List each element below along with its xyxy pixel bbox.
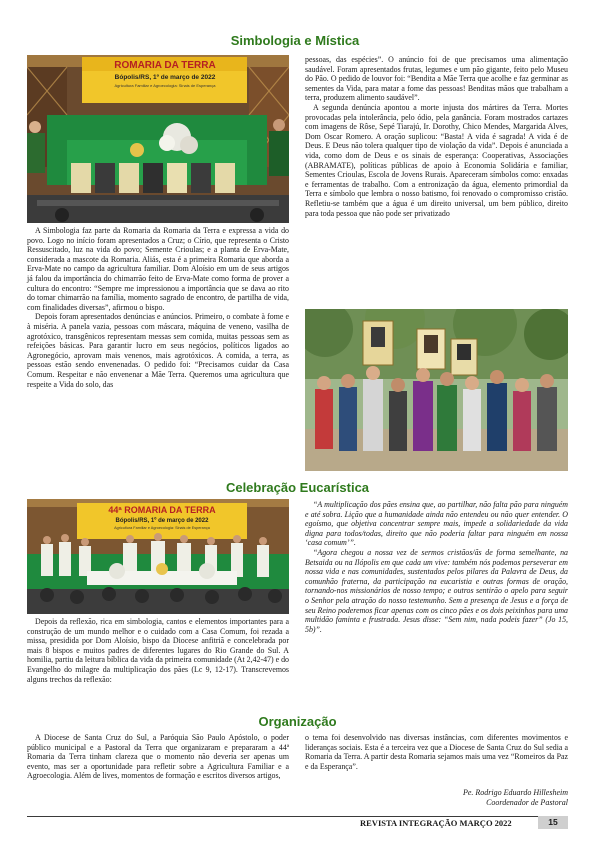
paragraph: Depois da reflexão, rica em simbologia, cantos e elementos importantes para a construção de um mundo melhor e o cuidado com a Casa Comum, foi rezada a missa, presidida por Dom Aloísio, bispo da Diocese anfitriã e concelebrada por mais 8 bispos e muitos padres de diferentes lugares do Rio Grande do Sul. A homilia, partiu da leitura bíblica da vida da primeira comunidade (At 2,42-47) e do Evangelho do milagre da multiplicação dos pães (Lc 9, 12-17). Transcrevemos alguns trechos da reflexão: bbox=[27, 617, 289, 684]
text-celebracao-quotes bbox=[305, 500, 568, 634]
signature-name: Pe. Rodrigo Eduardo Hillesheim bbox=[462, 788, 568, 797]
paragraph: A Diocese de Santa Cruz do Sul, a Paróquia São Paulo Apóstolo, o poder público municipal e a Pastoral da Terra que organizaram e prepararam a 44ª Romaria da Terra tinham clareza que o momento não deveria ser apenas um evento, mas ser a oportunidade para refletir sobre a Agricultura Familiar e a Agroecologia. Além de lives, momentos de formação e escritos diversos artigos, bbox=[27, 733, 289, 781]
page-number: 15 bbox=[538, 816, 568, 829]
quote-paragraph: “Agora chegou a nossa vez de sermos cristãos/ãs de forma semelhante, na Betsaida ou na Ilópolis em que cada um vive: também nós podemos perseverar em nossa vida e nas comunidades, sustentados pelos pilares da Palavra de Deus, da comunhão fraterna, da participação na eucaristia e outras formas de oração, tornando-nos missionários de nosso tempo; e outros sentirão o apelo para seguir o Senhor pela atração do nosso testemunho. Sem a presença de Jesus e a força de seu Reino poderemos ficar apenas com os cinco pães e os dois peixinhos para uma multidão faminta e frustrada. Jesus disse: “Sem nim, nada podeis fazer” (Jo 15, 5b)”. bbox=[305, 547, 568, 634]
banner-title: ROMARIA DA TERRA bbox=[114, 60, 216, 71]
photo-crowd-posters bbox=[305, 309, 568, 471]
banner-date: Bópolis/RS, 1º de março de 2022 bbox=[115, 518, 209, 524]
banner-subtitle: Agricultura Familiar e Agroecologia: Sinais de Esperança bbox=[114, 526, 210, 530]
paragraph: A Simbologia faz parte da Romaria da Romaria da Terra e expressa a vida do povo. Logo no início foram apresentados a Cruz; o Círio, que representa o Cristo Ressuscitado, luz na vida do povo; Semente Crioulas; e a planta de Erva-Mate, considerada a mascote da Romaria. Aliás, esta é a primeira Romaria que aborda a Erva-Mate no campo da agricultura familiar. Dom Aloísio em um de seus artigos já falou da importância do chimarrão feito de Erva-Mate como forma de prover a cultura do encontro: “Sempre me impressionou a importância que se dava ao rito do tomar chimarrão na família, momento sagrado de encontro, de partilha de vida, com finalidades diversas”, afirmou o bispo. bbox=[27, 226, 289, 312]
footer-divider bbox=[27, 816, 568, 817]
text-organizacao-left bbox=[27, 733, 289, 781]
paragraph: pessoas, das espécies”. O anúncio foi de que precisamos uma alimentação saudável. Foram apresentados frutas, legumes e um pão gigante, feito pelo Museu do Pão. O pedido de louvor foi: “Bendita a Mãe Terra que acolhe e faz germinar as sementes da Vida, para matar a fome das pessoas! Benditas mãos que trabalham a terra, produzem alimento saudável”. bbox=[305, 55, 568, 103]
banner-subtitle: Agricultura Familiar e Agroecologia: Sinais de Esperança bbox=[114, 83, 216, 88]
section-title-simbologia: Simbologia e Mística bbox=[230, 33, 360, 48]
text-simbologia-left bbox=[27, 226, 289, 389]
signature-block bbox=[360, 788, 568, 808]
paragraph: o tema foi desenvolvido nas diversas instâncias, com diferentes movimentos e lideranças sociais. Esta é a terceira vez que a Diocese de Santa Cruz do Sul sedia a Romaria da Terra. A partir desta Romaria sejamos mais uma vez “Romeiros da Paz e da Esperança”. bbox=[305, 733, 568, 771]
text-organizacao-right bbox=[305, 733, 568, 771]
text-simbologia-right bbox=[305, 55, 568, 218]
section-title-celebracao: Celebração Eucarística bbox=[225, 480, 370, 495]
text-celebracao-left bbox=[27, 617, 289, 684]
quote-paragraph: “A multiplicação dos pães ensina que, ao partilhar, não falta pão para ninguém e até sobra. Lição que a humanidade ainda não entendeu ou não quer entender. O egoísmo, que objetiva concentrar sempre mais, impede a solidariedade da vida digna para todos/todas, direito que não poderia faltar para ninguém em nossa ‘casa comum’”. bbox=[305, 500, 568, 548]
banner-title: 44ª ROMARIA DA TERRA bbox=[108, 505, 216, 515]
photo-altar-banner bbox=[27, 55, 289, 223]
signature-role: Coordenador de Pastoral bbox=[486, 798, 568, 807]
banner-date: Bópolis/RS, 1º de março de 2022 bbox=[114, 74, 216, 81]
section-title-organizacao: Organização bbox=[258, 714, 337, 729]
photo-mass-celebration bbox=[27, 499, 289, 614]
paragraph: A segunda denúncia apontou a morte injusta dos mártires da Terra. Mortes provocadas pela intolerância, pelo ódio, pela ganância. Foram mostrados cartazes com imagens de Rôse, Sepé Tiarajú, Ir. Dorothy, Chico Mendes, Margarida Alves, Dom Oscar Romero. A oração suplicou: “Basta! A vida é sagrada! A vida é de Deus. E Deus não tolera qualquer tipo de violação da vida”. Depois é anunciada a vida, como dom de Deus e os sinais de esperança: Cooperativas, Associações (ABRAMATE), políticas públicas de apoio à Economia Solidária e familiar, Sementes Crioulas, Escola de Jovens Rurais. Apareceram símbolos como: enxadas e ferramentas de trabalho. Com a entronização da água, elemento primordial da Terra e símbolo que lembra o nosso batismo, foi renovado o compromisso cristão. Refletiu-se também que a água é um direito universal, um bem público, direito para toda pessoa que não pode ser privatizado bbox=[305, 102, 568, 218]
paragraph: Depois foram apresentados denúncias e anúncios. Primeiro, o combate à fome e à miséria. A panela vazia, pessoas com máscara, máquina de veneno, vasilha de agrotóxico, transgênicos representam messas sem comida, muitas pessoas sem as refeições básicas. Para garantir lucro em seus negócios, políticos ligados ao Agronegócio, aprovam mais venenos, mais agrotóxicos. A comida, a terra, as pessoas estão sendo envenenadas. O pedido foi: “Precisamos cuidar da Casa Comum. Respeitar e não envenenar a Mãe Terra. Queremos uma agricultura que respeite a Vida do solo, das bbox=[27, 312, 289, 389]
footer-magazine: REVISTA INTEGRAÇÃO MARÇO 2022 bbox=[360, 818, 512, 828]
